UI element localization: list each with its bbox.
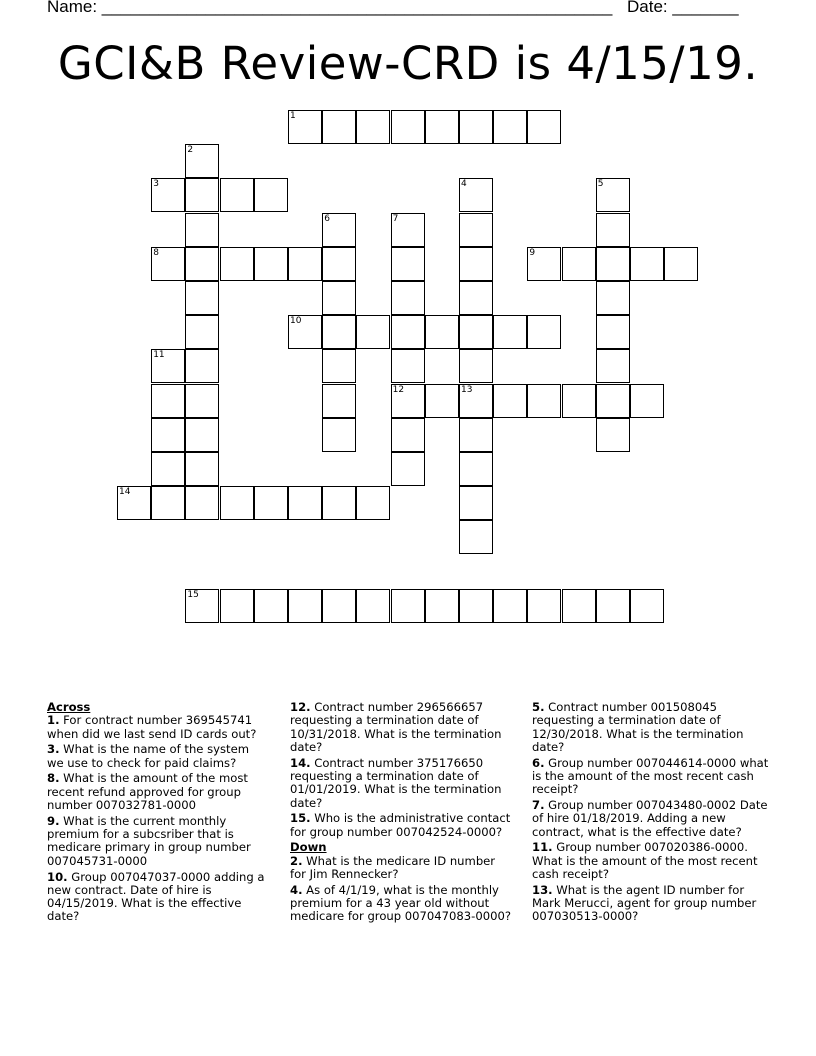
grid-cell[interactable]	[664, 247, 698, 281]
clue-number: 14	[119, 487, 131, 498]
grid-cell[interactable]	[630, 384, 664, 418]
clue-down-11	[532, 841, 772, 881]
grid-cell[interactable]	[322, 213, 356, 247]
grid-cell[interactable]	[527, 384, 561, 418]
grid-cell[interactable]	[322, 247, 356, 281]
clue-number: 4	[461, 179, 467, 190]
grid-cell[interactable]	[220, 247, 254, 281]
grid-cell[interactable]	[254, 178, 288, 212]
grid-cell[interactable]	[254, 589, 288, 623]
clue-down-2	[290, 855, 512, 882]
grid-cell[interactable]	[151, 384, 185, 418]
grid-cell[interactable]	[254, 486, 288, 520]
clue-number: 6.	[532, 755, 545, 770]
grid-cell[interactable]	[151, 486, 185, 520]
grid-cell[interactable]	[288, 110, 322, 144]
clue-column-2	[290, 701, 512, 926]
grid-cell[interactable]	[596, 349, 630, 383]
clue-number: 12	[392, 384, 405, 395]
clue-text: Contract number 375176650 requesting a termination date of 01/01/2019. What is the termination date?	[290, 755, 502, 810]
grid-cell[interactable]	[527, 110, 561, 144]
grid-cell[interactable]	[596, 178, 630, 212]
grid-cell[interactable]	[493, 110, 527, 144]
date-field[interactable]: Date: _______	[627, 0, 739, 16]
grid-cell[interactable]	[185, 589, 219, 623]
grid-cell[interactable]	[459, 213, 493, 247]
grid-cell[interactable]	[185, 281, 219, 315]
clue-number: 10	[290, 316, 302, 327]
grid-cell[interactable]	[630, 589, 664, 623]
grid-cell[interactable]	[288, 486, 322, 520]
grid-cell[interactable]	[425, 315, 459, 349]
clue-column-1	[47, 701, 269, 926]
clue-down-13	[532, 884, 772, 924]
clue-down-6	[532, 757, 772, 797]
grid-cell[interactable]	[185, 452, 219, 486]
grid-cell[interactable]	[459, 589, 493, 623]
grid-cell[interactable]	[391, 418, 425, 452]
clue-text: Group 007047037-0000 adding a new contract. Date of hire is 04/15/2019. What is the effective date?	[47, 869, 265, 924]
grid-cell[interactable]	[596, 281, 630, 315]
clue-text: What is the medicare ID number for Jim Rennecker?	[290, 853, 496, 882]
grid-cell[interactable]	[391, 349, 425, 383]
grid-cell[interactable]	[630, 247, 664, 281]
grid-cell[interactable]	[356, 315, 390, 349]
grid-cell[interactable]	[151, 418, 185, 452]
grid-cell[interactable]	[391, 589, 425, 623]
clue-number: 13	[461, 384, 473, 395]
grid-cell[interactable]	[425, 589, 459, 623]
grid-cell[interactable]	[459, 520, 493, 554]
clue-number: 5	[597, 179, 604, 190]
clue-number: 15	[187, 589, 199, 600]
grid-cell[interactable]	[425, 110, 459, 144]
grid-cell[interactable]	[322, 315, 356, 349]
grid-cell[interactable]	[391, 110, 425, 144]
clue-across-1	[47, 714, 269, 741]
clue-number: 15.	[290, 811, 311, 826]
grid-cell[interactable]	[459, 315, 493, 349]
clue-number: 2	[187, 145, 194, 156]
grid-cell[interactable]	[391, 315, 425, 349]
clue-across-10	[47, 871, 269, 924]
clue-number: 9.	[47, 813, 60, 828]
name-field[interactable]: Name: ______________________________________________________	[47, 0, 613, 16]
grid-cell[interactable]	[322, 110, 356, 144]
clue-number: 6	[324, 213, 330, 224]
clue-number: 8.	[47, 771, 60, 786]
grid-cell[interactable]	[596, 589, 630, 623]
clue-across-14	[290, 757, 512, 810]
clue-number: 7.	[532, 798, 545, 813]
grid-cell[interactable]	[322, 589, 356, 623]
grid-cell[interactable]	[459, 110, 493, 144]
clue-text: What is the amount of the most recent refund approved for group number 007032781-0000	[47, 771, 248, 813]
across-heading: Across	[47, 700, 91, 714]
grid-cell[interactable]	[356, 486, 390, 520]
clue-number: 2.	[290, 853, 303, 868]
grid-cell[interactable]	[185, 384, 219, 418]
grid-cell[interactable]	[356, 110, 390, 144]
clue-text: What is the name of the system we use to check for paid claims?	[47, 742, 250, 770]
clue-number: 9	[529, 247, 536, 258]
grid-cell[interactable]	[185, 213, 219, 247]
grid-cell[interactable]	[185, 315, 219, 349]
grid-cell[interactable]	[562, 384, 596, 418]
clue-text: For contract number 369545741 when did we last send ID cards out?	[47, 713, 257, 741]
grid-cell[interactable]	[459, 247, 493, 281]
clue-number: 1.	[47, 713, 60, 728]
grid-cell[interactable]	[391, 384, 425, 418]
grid-cell[interactable]	[322, 486, 356, 520]
clue-text: Contract number 296566657 requesting a termination date of 10/31/2018. What is the termination date?	[290, 700, 502, 754]
grid-cell[interactable]	[596, 384, 630, 418]
clue-down-4	[290, 884, 512, 924]
grid-cell[interactable]	[527, 247, 561, 281]
clue-number: 8	[153, 247, 159, 258]
grid-cell[interactable]	[425, 384, 459, 418]
grid-cell[interactable]	[459, 384, 493, 418]
down-heading: Down	[290, 840, 327, 855]
grid-cell[interactable]	[459, 281, 493, 315]
grid-cell[interactable]	[288, 589, 322, 623]
grid-cell[interactable]	[322, 418, 356, 452]
clue-across-3	[47, 743, 269, 770]
grid-cell[interactable]	[151, 178, 185, 212]
grid-cell[interactable]	[288, 315, 322, 349]
grid-cell[interactable]	[391, 281, 425, 315]
clue-number: 3.	[47, 742, 60, 757]
grid-cell[interactable]	[185, 486, 219, 520]
grid-cell[interactable]	[322, 281, 356, 315]
grid-cell[interactable]	[562, 589, 596, 623]
grid-cell[interactable]	[185, 349, 219, 383]
grid-cell[interactable]	[185, 247, 219, 281]
grid-cell[interactable]	[322, 349, 356, 383]
grid-cell[interactable]	[391, 452, 425, 486]
clue-text: What is the current monthly premium for a subcsriber that is medicare primary in group number 007045731-0000	[47, 813, 251, 868]
grid-cell[interactable]	[322, 384, 356, 418]
clue-text: As of 4/1/19, what is the monthly premium for a 43 year old without medicare for group 007047083-0000?	[290, 882, 512, 924]
grid-cell[interactable]	[459, 349, 493, 383]
grid-cell[interactable]	[596, 418, 630, 452]
grid-cell[interactable]	[493, 589, 527, 623]
clue-text: Group number 007020386-0000. What is the amount of the most recent cash receipt?	[532, 840, 758, 882]
clue-down-5	[532, 701, 772, 754]
grid-cell[interactable]	[185, 144, 219, 178]
clue-number: 7	[392, 213, 399, 224]
clue-column-3	[532, 701, 772, 926]
clue-text: Group number 007043480-0002 Date of hire 01/18/2019. Adding a new contract, what is the effective date?	[532, 798, 768, 839]
grid-cell[interactable]	[493, 384, 527, 418]
grid-cell[interactable]	[562, 247, 596, 281]
clue-down-7	[532, 799, 772, 839]
grid-cell[interactable]	[220, 178, 254, 212]
clue-number: 14.	[290, 755, 311, 770]
grid-cell[interactable]	[117, 486, 151, 520]
clue-number: 3	[153, 179, 159, 190]
grid-cell[interactable]	[254, 247, 288, 281]
grid-cell[interactable]	[596, 213, 630, 247]
clue-number: 11.	[532, 840, 553, 855]
clue-number: 10.	[47, 869, 68, 884]
grid-cell[interactable]	[527, 589, 561, 623]
grid-cell[interactable]	[493, 315, 527, 349]
clue-number: 12.	[290, 700, 311, 714]
clue-across-8	[47, 772, 269, 812]
page-title: GCI&B Review-CRD is 4/15/19.	[57, 37, 759, 90]
grid-cell[interactable]	[459, 486, 493, 520]
clue-number: 4.	[290, 882, 303, 897]
clue-text: Who is the administrative contact for group number 007042524-0000?	[290, 811, 511, 839]
grid-cell[interactable]	[185, 178, 219, 212]
clue-across-15	[290, 812, 512, 839]
grid-cell[interactable]	[596, 315, 630, 349]
grid-cell[interactable]	[185, 418, 219, 452]
clue-number: 13.	[532, 882, 553, 897]
grid-cell[interactable]	[391, 247, 425, 281]
grid-cell[interactable]	[288, 247, 322, 281]
grid-cell[interactable]	[151, 349, 185, 383]
grid-cell[interactable]	[459, 452, 493, 486]
grid-cell[interactable]	[220, 486, 254, 520]
grid-cell[interactable]	[356, 589, 390, 623]
grid-cell[interactable]	[151, 247, 185, 281]
clue-across-12	[290, 701, 512, 754]
grid-cell[interactable]	[459, 418, 493, 452]
clue-number: 5.	[532, 700, 545, 714]
grid-cell[interactable]	[391, 213, 425, 247]
clue-across-9	[47, 815, 269, 868]
grid-cell[interactable]	[596, 247, 630, 281]
grid-cell[interactable]	[527, 315, 561, 349]
clue-text: Group number 007044614-0000 what is the amount of the most recent cash receipt?	[532, 755, 769, 797]
clue-text: What is the agent ID number for Mark Merucci, agent for group number 007030513-0000?	[532, 882, 757, 924]
clue-text: Contract number 001508045 requesting a termination date of 12/30/2018. What is the termination date?	[532, 700, 744, 754]
grid-cell[interactable]	[459, 178, 493, 212]
clue-number: 1	[290, 111, 296, 121]
grid-cell[interactable]	[220, 589, 254, 623]
grid-cell[interactable]	[151, 452, 185, 486]
clue-number: 11	[153, 350, 165, 361]
